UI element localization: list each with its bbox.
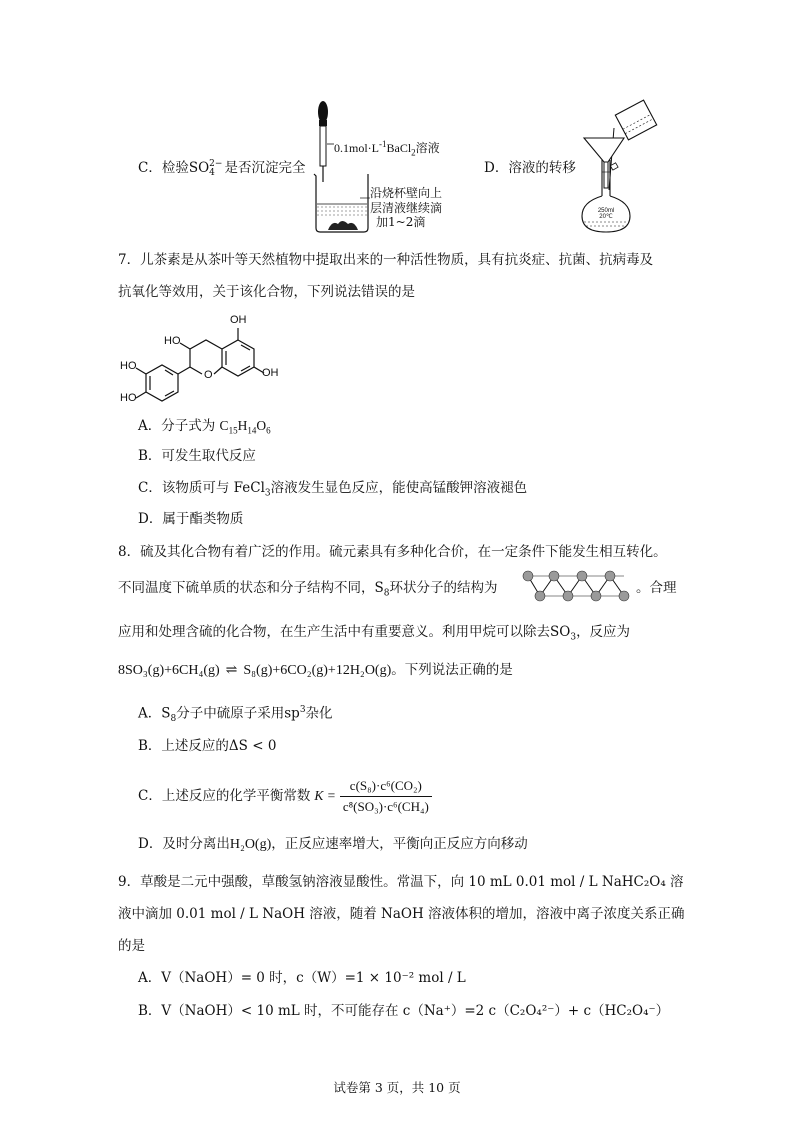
q8-stem-line2-tail: 。合理 bbox=[636, 580, 677, 596]
q7-stem-line1: 7．儿茶素是从茶叶等天然植物中提取出来的一种活性物质，具有抗炎症、抗菌、抗病毒及 bbox=[118, 252, 654, 268]
q7-option-c: C．该物质可与 FeCl$_3$溶液发生显色反应，能使高锰酸钾溶液褪色 bbox=[138, 480, 528, 499]
catechin-oh-top-right: OH bbox=[230, 314, 247, 326]
q9-option-a: A．V（NaOH）= 0 时，c（W）=1 × 10⁻² mol / L bbox=[138, 970, 466, 986]
dropper-label: $0.1mol\cdot L^{-1}BaCl_2$溶液 bbox=[334, 139, 440, 158]
q8-stem-line1: 8．硫及其化合物有着广泛的作用。硫元素具有多种化合价，在一定条件下能发生相互转化。 bbox=[118, 544, 667, 560]
q7-option-b: B．可发生取代反应 bbox=[138, 448, 256, 464]
q8-stem-line2: 不同温度下硫单质的状态和分子结构不同，$S_8$环状分子的结构为 bbox=[118, 580, 498, 599]
q9-stem-line2: 液中滴加 0.01 mol / L NaOH 溶液，随着 NaOH 溶液体积的增加，溶液中离子浓度关系正确 bbox=[118, 906, 685, 922]
q8-option-c: C．上述反应的化学平衡常数 K = $\frac{\text{c(S₈)·c⁶(CO₂)}}{\text{c⁸(SO₃)·c⁶(CH₄)}}$ bbox=[138, 776, 432, 816]
equilibrium-constant-fraction: $\frac{\text{c(S₈)·c⁶(CO₂)}}{\text{c⁸(SO₃)·c⁶(CH₄)}}$ bbox=[340, 777, 432, 816]
s8-crown-structure bbox=[520, 566, 632, 606]
catechin-structure bbox=[118, 310, 288, 408]
q7-option-a: A．分子式为 $C_{15}H_{14}O_6$ bbox=[138, 418, 271, 436]
q8-option-a: A．$S_8$分子中硫原子采用$sp^3$杂化 bbox=[138, 705, 333, 725]
catechin-oh-left-lower: HO bbox=[120, 392, 137, 404]
flask-label: 250ml 20℃ bbox=[597, 208, 615, 220]
equilibrium-constant-symbol: K = bbox=[314, 788, 336, 803]
q9-stem-line3: 的是 bbox=[118, 938, 145, 954]
q6-option-d: D．溶液的转移 bbox=[484, 160, 576, 176]
q8-equation: 8SO₃(g)+6CH₄(g) ⇌ S₈(g)+6CO₂(g)+12H₂O(g)。下列说法正确的是 bbox=[118, 662, 513, 678]
catechin-oh-left-upper: HO bbox=[120, 360, 137, 372]
catechin-oh-right: OH bbox=[262, 367, 279, 379]
catechin-ring-o: O bbox=[204, 369, 213, 381]
q8-option-d: D．及时分离出H₂O(g)，正反应速率增大，平衡向正反应方向移动 bbox=[138, 836, 528, 852]
q7-stem-line2: 抗氧化等效用，关于该化合物，下列说法错误的是 bbox=[118, 284, 415, 300]
q8-stem-line3: 应用和处理含硫的化合物，在生产生活中有重要意义。利用甲烷可以除去$SO_3$，反应为 bbox=[118, 624, 631, 643]
beaker-note: 沿烧杯壁向上 层清液继续滴 加1~2滴 bbox=[370, 186, 443, 229]
q6-option-c: C．检验SO 2− 4 是否沉淀完全 bbox=[138, 158, 306, 178]
catechin-oh-top-left: HO bbox=[164, 335, 181, 347]
page-footer: 试卷第 3 页，共 10 页 bbox=[333, 1080, 461, 1095]
q9-option-b: B．V（NaOH）< 10 mL 时，不可能存在 c（Na⁺）=2 c（C₂O₄²⁻）+ c（HC₂O₄⁻） bbox=[138, 1003, 670, 1019]
q9-stem-line1: 9．草酸是二元中强酸，草酸氢钠溶液显酸性。常温下，向 10 mL 0.01 mol / L NaHC₂O₄ 溶 bbox=[118, 874, 684, 890]
q8-option-b: B．上述反应的ΔS < 0 bbox=[138, 738, 277, 754]
q7-option-d: D．属于酯类物质 bbox=[138, 511, 244, 527]
